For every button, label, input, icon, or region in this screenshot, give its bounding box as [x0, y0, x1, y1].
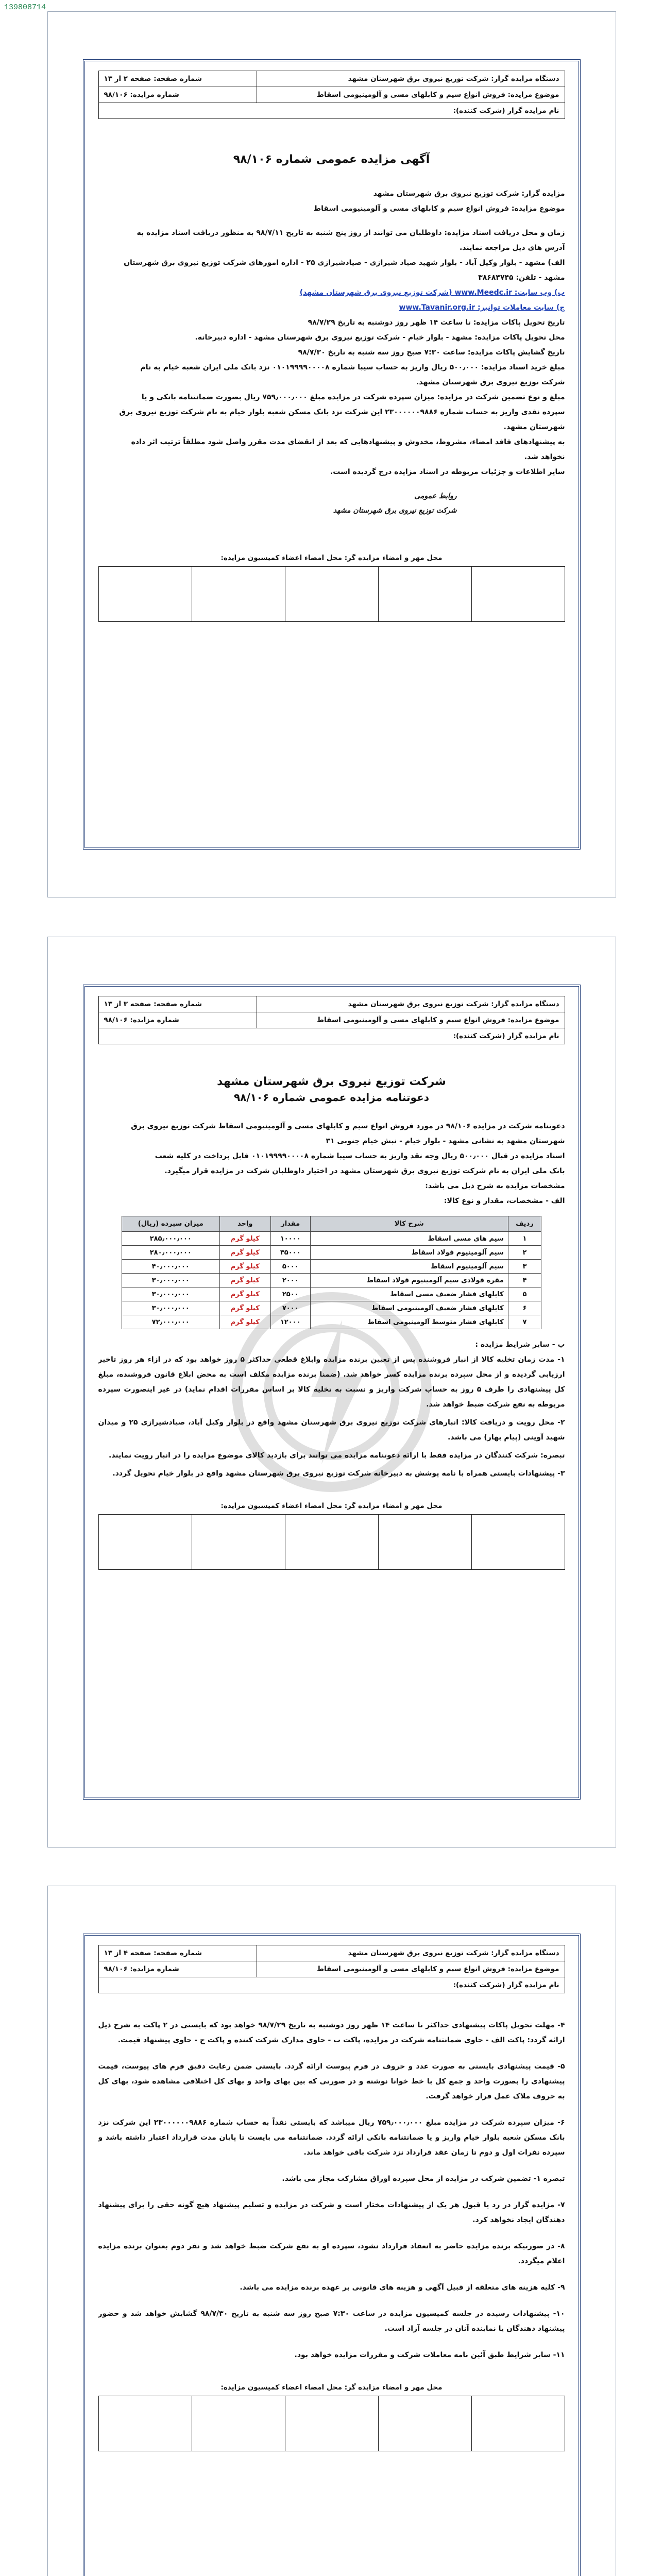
page-2: [47, 937, 616, 1848]
table-row: [122, 1274, 541, 1287]
column-header: مقدار: [270, 1216, 310, 1232]
condition-note: تبصره ۱- تضمین شرکت در مزایده از محل سپرده اوراق مشارکت مجاز می باشد.: [282, 2175, 565, 2183]
table-cell: مقره فولادی سیم آلومینیوم فولاد اسقاط: [310, 1274, 508, 1287]
signature-box: [285, 567, 378, 622]
header-page-number: شماره صفحه: صفحه ۲ از ۱۳: [98, 71, 257, 87]
signature-box: [471, 1515, 565, 1570]
header-tender-number: شماره مزایده: ۹۸/۱۰۶: [98, 1012, 257, 1028]
signature-box: [192, 1515, 285, 1570]
signature-boxes: [98, 1514, 565, 1570]
table-row: [122, 1287, 541, 1301]
page-frame: [83, 985, 581, 1800]
text-line: بانک ملی ایران به نام شرکت توزیع نیروی برق شهرستان مشهد در اختیار داوطلبان شرکت در مزایده قرار میگیرد.: [164, 1167, 565, 1175]
table-cell: ۲۸۰٫۰۰۰٫۰۰۰: [122, 1246, 219, 1260]
table-cell: ۵۰۰۰: [270, 1260, 310, 1274]
signature-boxes: [98, 566, 565, 622]
table-cell: ۱۰۰۰۰: [270, 1232, 310, 1246]
signature-box: [471, 2396, 565, 2451]
website-link[interactable]: ب) وب سایت: www.Meedc.ir (شرکت توزیع نیروی برق شهرستان مشهد): [299, 289, 565, 297]
signature-box: [285, 1515, 378, 1570]
items-table: [122, 1216, 541, 1329]
table-cell: ۷: [508, 1315, 541, 1329]
text-line: محل تحویل پاکات مزایده: مشهد - بلوار خیام - شرکت توزیع نیروی برق شهرستان مشهد - اداره دبیرخانه.: [195, 333, 565, 342]
page-3: [47, 1886, 616, 2576]
condition-item: ۴- مهلت تحویل پاکات پیشنهادی حداکثر تا ساعت ۱۴ ظهر روز دوشنبه به تاریخ ۹۸/۷/۲۹ خواهد بود که بایستی در ۲ پاکت به شرح ذیل ارائه گردد: پاکت الف - حاوی ضمانتنامه شرکت در مزایده، پاکت ب - حاوی مدارک شرکت کننده و پاکت ج - حاوی پیشنهاد قیمت.: [98, 2021, 565, 2044]
table-row: [122, 1232, 541, 1246]
signature-box: [378, 567, 471, 622]
text-line: تاریخ گشایش پاکات مزایده: ساعت ۷:۳۰ صبح روز سه شنبه به تاریخ ۹۸/۷/۳۰: [298, 348, 565, 357]
table-cell: ۳۰٫۰۰۰٫۰۰۰: [122, 1287, 219, 1301]
table-cell: ۳۵۰۰۰: [270, 1246, 310, 1260]
signature-box: [471, 567, 565, 622]
column-header: میزان سپرده (ریال): [122, 1216, 219, 1232]
text-line: اسناد مزایده در قبال ۵۰۰٫۰۰۰ ریال وجه نقد واریز به حساب سیبا شماره ۰۱۰۱۹۹۹۹۰۰۰۰۸ قابل پرداخت در کلیه شعب: [155, 1152, 565, 1160]
signature-label: محل مهر و امضاء مزایده گر: محل امضاء اعضاء کمیسیون مزایده:: [220, 1502, 443, 1510]
text-line: نخواهد شد.: [524, 453, 565, 461]
text-line: سپرده نقدی واریز به حساب شماره ۲۳۰۰۰۰۰۰۹۸۸۶ این شرکت نزد بانک مسکن شعبه بلوار خیام به نام شرکت توزیع نیروی برق: [119, 408, 565, 416]
text-line: الف - مشخصات، مقدار و نوع کالا:: [444, 1197, 565, 1205]
table-cell: ۵: [508, 1287, 541, 1301]
signature-line: شرکت توزیع نیروی برق شهرستان مشهد: [333, 506, 457, 515]
table-cell: کابلهای فشار ضعیف مسی اسقاط: [310, 1287, 508, 1301]
signature-label: محل مهر و امضاء مزایده گر: محل امضاء اعضاء کمیسیون مزایده:: [220, 554, 443, 562]
header-tender-number: شماره مزایده: ۹۸/۱۰۶: [98, 87, 257, 103]
signature-box: [285, 2396, 378, 2451]
text-line: زمان و محل دریافت اسناد مزایده: داوطلبان می توانند از روز پنج شنبه به تاریخ ۹۸/۷/۱۱ به منظور دریافت اسناد مزایده به: [137, 229, 565, 237]
condition-item: ۷- مزایده گزار در رد یا قبول هر یک از پیشنهادات مختار است و شرکت در مزایده و تسلیم پیشنهاد هیچ گونه حقی را برای پیشنهاد دهندگان ایجاد نخواهد کرد.: [98, 2201, 565, 2224]
page-header: [98, 71, 565, 119]
signature-block: [98, 489, 565, 518]
condition-item: ۵- قیمت پیشنهادی بایستی به صورت عدد و حروف در فرم پیوست ارائه گردد. بایستی ضمن رعایت دقیق فرم های پیوست، قیمت پیشنهادی را بصورت واحد و جمع کل با خط خوانا نوشته و در صورتی که بین بهای واحد و بهای کل اختلافی مشاهده شود، بهای کل به حروف ملاک عمل قرار خواهد گرفت.: [98, 2062, 565, 2100]
table-cell: کیلو گرم: [219, 1260, 270, 1274]
table-cell: ۷۲٫۰۰۰٫۰۰۰: [122, 1315, 219, 1329]
condition-item: ۳- پیشنهادات بایستی همراه با نامه پوشش به دبیرخانه شرکت توزیع نیروی برق شهرستان مشهد واقع در بلوار خیام تحویل گردد.: [112, 1469, 565, 1478]
text-line: مشهد - تلفن: ۳۸۶۸۴۷۴۵: [478, 274, 565, 282]
page-header: [98, 996, 565, 1044]
table-cell: کیلو گرم: [219, 1287, 270, 1301]
table-cell: کیلو گرم: [219, 1246, 270, 1260]
header-subject: موضوع مزایده: فروش انواع سیم و کابلهای مسی و آلومینیومی اسقاط: [257, 87, 565, 103]
table-cell: سیم آلومینیوم اسقاط: [310, 1260, 508, 1274]
table-row: [122, 1315, 541, 1329]
text-line: تاریخ تحویل پاکات مزایده: تا ساعت ۱۴ ظهر روز دوشنبه به تاریخ ۹۸/۷/۲۹: [308, 318, 565, 327]
text-line: دعوتنامه شرکت در مزایده ۹۸/۱۰۶ در مورد فروش انواع سیم و کابلهای مسی و آلومینیومی اسقاط شرکت توزیع نیروی برق: [131, 1122, 565, 1130]
text-line: مشخصات مزایده به شرح ذیل می باشد:: [425, 1182, 565, 1190]
table-cell: ۱: [508, 1232, 541, 1246]
header-bidder: نام مزایده گزار (شرکت کننده):: [98, 1977, 565, 1993]
header-bidder: نام مزایده گزار (شرکت کننده):: [98, 1028, 565, 1044]
document-id: 139808714: [4, 3, 46, 12]
table-cell: کیلو گرم: [219, 1315, 270, 1329]
header-page-number: شماره صفحه: صفحه ۳ از ۱۳: [98, 996, 257, 1012]
text-line: آدرس های ذیل مراجعه نمایند.: [459, 244, 565, 252]
condition-item: ۱۱- سایر شرایط طبق آئین نامه معاملات شرکت و مقررات مزایده خواهد بود.: [294, 2351, 565, 2359]
conditions-title: ب - سایر شرایط مزایده :: [475, 1341, 565, 1349]
text-line: سایر اطلاعات و جزئیات مربوطه در اسناد مزایده درج گردیده است.: [330, 468, 565, 476]
condition-item: ۹- کلیه هزینه های متعلقه از قبیل آگهی و هزینه های قانونی بر عهده برنده مزایده می باشد.: [240, 2283, 565, 2292]
signature-label: محل مهر و امضاء مزایده گر: محل امضاء اعضاء کمیسیون مزایده:: [220, 2383, 443, 2392]
table-cell: ۳۰٫۰۰۰٫۰۰۰: [122, 1301, 219, 1315]
signature-box: [98, 567, 192, 622]
text-line: مزایده گزار: شرکت توزیع نیروی برق شهرستان مشهد: [373, 190, 565, 198]
text-line: موضوع مزایده: فروش انواع سیم و کابلهای مسی و آلومینیومی اسقاط: [313, 205, 565, 213]
text-line: به پیشنهادهای فاقد امضاء، مشروط، مخدوش و پیشنهادهایی که بعد از انقضای مدت مقرر واصل شود مطلقاً ترتیب اثر داده: [131, 438, 565, 446]
table-cell: ۳۰٫۰۰۰٫۰۰۰: [122, 1274, 219, 1287]
column-header: واحد: [219, 1216, 270, 1232]
text-line: مبلغ و نوع تضمین شرکت در مزایده: میزان سپرده شرکت در مزایده مبلغ ۷۵۹٫۰۰۰٫۰۰۰ ریال بصورت ضمانتنامه بانکی و یا: [141, 393, 565, 401]
table-cell: ۴۰٫۰۰۰٫۰۰۰: [122, 1260, 219, 1274]
table-cell: ۴: [508, 1274, 541, 1287]
text-line: الف) مشهد - بلوار وکیل آباد - بلوار شهید صیاد شیرازی - صیادشیرازی ۲۵ - اداره امورهای شرکت توزیع نیروی برق شهرستان: [124, 259, 565, 267]
table-row: [122, 1260, 541, 1274]
page-header: [98, 1945, 565, 1993]
condition-item: ۶- میزان سپرده شرکت در مزایده مبلغ ۷۵۹٫۰۰۰٫۰۰۰ ریال میباشد که بایستی نقداً به حساب شماره ۲۳۰۰۰۰۰۰۹۸۸۶ این شرکت نزد بانک مسکن شعبه بلوار خیام واریز و یا ضمانتنامه بانکی ارائه گردد. ضمانتنامه می بایست تا پایان مدت قرارداد اعتبار داشته باشد و سپرده نفرات اول و دوم تا زمان عقد قرارداد نزد شرکت باقی خواهد ماند.: [98, 2119, 565, 2157]
table-cell: ۲۸۵٫۰۰۰٫۰۰۰: [122, 1232, 219, 1246]
signature-box: [98, 1515, 192, 1570]
table-cell: کیلو گرم: [219, 1274, 270, 1287]
table-cell: کابلهای فشار ضعیف آلومینیومی اسقاط: [310, 1301, 508, 1315]
table-cell: ۲۵۰۰: [270, 1287, 310, 1301]
condition-item: ۸- در صورتیکه برنده مزایده حاضر به انعقاد قرارداد نشود، سپرده او به نفع شرکت ضبط خواهد شد و نفر دوم بعنوان برنده مزایده اعلام میگردد.: [98, 2242, 565, 2265]
page-title: آگهی مزایده عمومی شماره ۹۸/۱۰۶: [233, 153, 430, 166]
tavanir-link[interactable]: ج) سایت معاملات توانیر: www.Tavanir.org.ir: [399, 303, 565, 312]
header-subject: موضوع مزایده: فروش انواع سیم و کابلهای مسی و آلومینیومی اسقاط: [257, 1961, 565, 1977]
signature-box: [192, 567, 285, 622]
signature-line: روابط عمومی: [414, 492, 457, 500]
header-issuer: دستگاه مزایده گزار: شرکت توزیع نیروی برق شهرستان مشهد: [257, 1945, 565, 1961]
text-line: شرکت توزیع نیروی برق شهرستان مشهد.: [416, 378, 565, 386]
signature-box: [378, 2396, 471, 2451]
condition-item: ۲- محل رویت و دریافت کالا: انبارهای شرکت توزیع نیروی برق شهرستان مشهد واقع در بلوار وکیل آباد، صیادشیرازی ۲۵ و میدان شهید آوینی (پیام بهار) می باشد.: [98, 1418, 565, 1442]
table-row: [122, 1301, 541, 1315]
signature-box: [192, 2396, 285, 2451]
text-line: شهرستان مشهد.: [503, 423, 565, 431]
table-cell: کیلو گرم: [219, 1301, 270, 1315]
table-cell: ۱۲۰۰۰: [270, 1315, 310, 1329]
column-header: شرح کالا: [310, 1216, 508, 1232]
table-row: [122, 1246, 541, 1260]
signature-boxes: [98, 2396, 565, 2451]
table-cell: ۷۰۰۰: [270, 1301, 310, 1315]
page-frame: [83, 1934, 581, 2576]
header-tender-number: شماره مزایده: ۹۸/۱۰۶: [98, 1961, 257, 1977]
signature-box: [378, 1515, 471, 1570]
table-cell: کابلهای فشار متوسط آلومینیومی اسقاط: [310, 1315, 508, 1329]
header-issuer: دستگاه مزایده گزار: شرکت توزیع نیروی برق شهرستان مشهد: [257, 996, 565, 1012]
column-header: ردیف: [508, 1216, 541, 1232]
header-bidder: نام مزایده گزار (شرکت کننده):: [98, 103, 565, 119]
text-line: مبلغ خرید اسناد مزایده: ۵۰۰٫۰۰۰ ریال واریز به حساب سیبا شماره ۰۱۰۱۹۹۹۹۰۰۰۰۸ نزد بانک ملی ایران شعبه خیام به نام: [140, 363, 565, 371]
header-subject: موضوع مزایده: فروش انواع سیم و کابلهای مسی و آلومینیومی اسقاط: [257, 1012, 565, 1028]
table-cell: ۲۰۰۰: [270, 1274, 310, 1287]
table-cell: کیلو گرم: [219, 1232, 270, 1246]
company-title: شرکت توزیع نیروی برق شهرستان مشهد: [217, 1075, 446, 1088]
condition-note: تبصره: شرکت کنندگان در مزایده فقط با ارائه دعوتنامه مزایده می توانند برای بازدید کالای موضوع مزایده را در انبار رویت نمایند.: [109, 1451, 565, 1460]
invitation-title: دعوتنامه مزایده عمومی شماره ۹۸/۱۰۶: [233, 1091, 430, 1104]
condition-item: ۱۰- پیشنهادات رسیده در جلسه کمیسیون مزایده در ساعت ۷:۳۰ صبح روز سه شنبه به تاریخ ۹۸/۷/۳۰ گشایش خواهد شد و حضور پیشنهاد دهندگان یا نماینده آنان در جلسه آزاد است.: [98, 2310, 565, 2333]
table-cell: ۳: [508, 1260, 541, 1274]
table-cell: سیم های مسی اسقاط: [310, 1232, 508, 1246]
text-line: شهرستان مشهد به نشانی مشهد - بلوار خیام - نبش خیام جنوبی ۳۱: [326, 1137, 565, 1145]
table-cell: ۶: [508, 1301, 541, 1315]
page-frame: [83, 59, 581, 850]
header-page-number: شماره صفحه: صفحه ۴ از ۱۳: [98, 1945, 257, 1961]
table-cell: سیم آلومینیوم فولاد اسقاط: [310, 1246, 508, 1260]
page-1: [47, 11, 616, 897]
table-cell: ۲: [508, 1246, 541, 1260]
header-issuer: دستگاه مزایده گزار: شرکت توزیع نیروی برق شهرستان مشهد: [257, 71, 565, 87]
condition-item: ۱- مدت زمان تخلیه کالا از انبار فروشنده پس از تعیین برنده مزایده وابلاغ قطعی حداکثر ۵ روز خواهد بود که در ازاء هر روز تاخیر ارزیابی گردیده و از محل سپرده برنده مزایده کسر خواهد شد. (ضمنا برنده مزایده مکلف است به محض ابلاغ قانون فروشنده، مبلغ کل پیشنهادی را ظرف ۵ روز به حساب شرکت واریز و نسبت به تخلیه کالا بر اساس مقررات اقدام نماید) در غیر اینصورت سپرده مربوطه به نفع شرکت ضبط خواهد شد.: [98, 1355, 565, 1409]
signature-box: [98, 2396, 192, 2451]
